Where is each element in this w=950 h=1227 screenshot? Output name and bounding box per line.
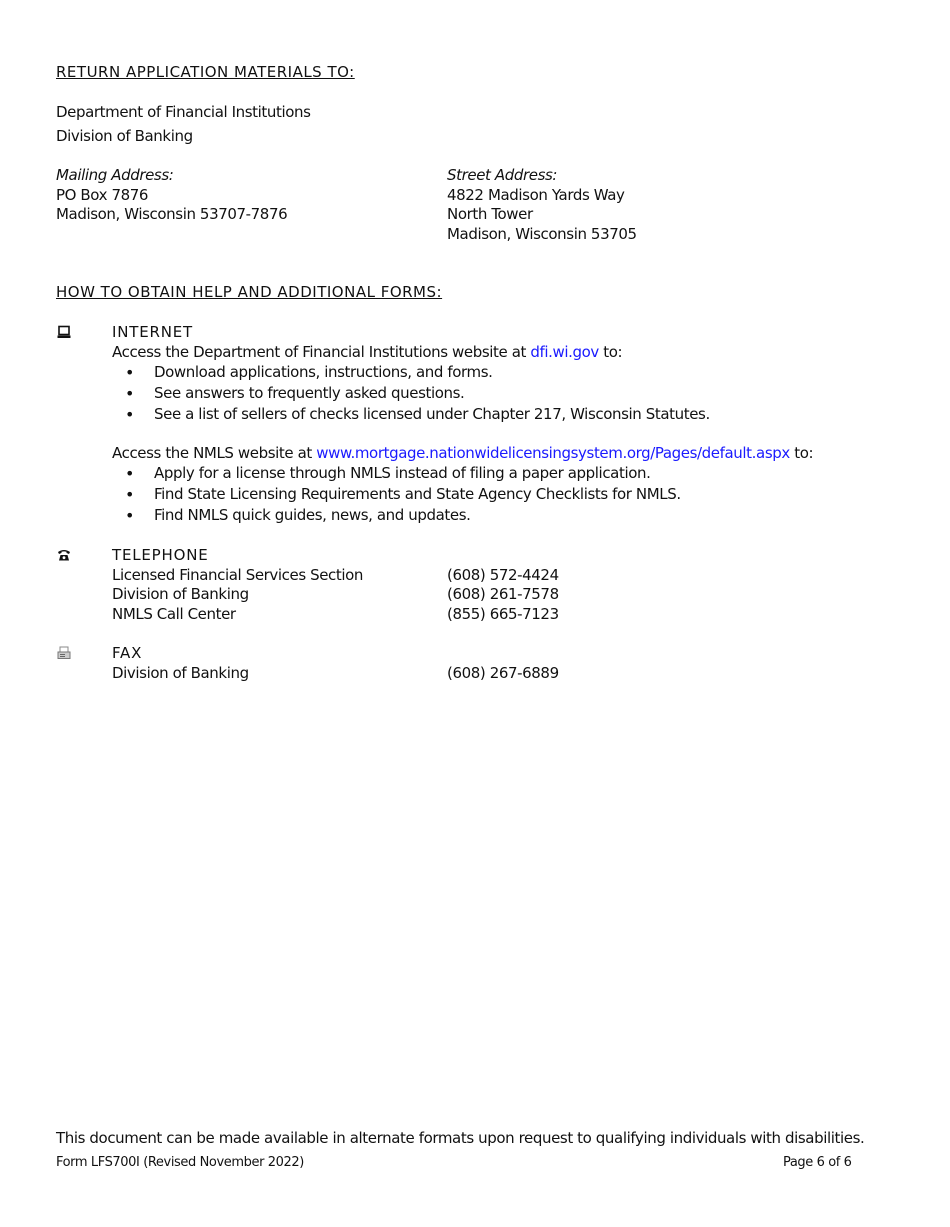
phone-name: NMLS Call Center [112,605,236,623]
return-heading: RETURN APPLICATION MATERIALS TO: [56,63,355,81]
street-line2: North Tower [447,205,533,223]
dfi-bullet-list [112,362,710,425]
list-item: • Find State Licensing Requirements and State Agency Checklists for NMLS. [112,484,681,505]
help-heading: HOW TO OBTAIN HELP AND ADDITIONAL FORMS: [56,283,443,301]
org-division: Division of Banking [56,127,193,145]
mailing-label: Mailing Address: [56,166,174,184]
list-item: • See answers to frequently asked questions. [112,383,710,404]
nmls-bullet-list [112,463,681,526]
list-item: • See a list of sellers of checks licensed under Chapter 217, Wisconsin Statutes. [112,404,710,425]
fax-icon [57,646,71,660]
phone-name: Licensed Financial Services Section [112,566,364,584]
fax-name: Division of Banking [112,664,249,682]
accessibility-note: This document can be made available in alternate formats upon request to qualifying individuals with disabilities. [56,1129,865,1147]
internet-title: INTERNET [112,323,193,341]
street-line3: Madison, Wisconsin 53705 [447,225,637,243]
street-line1: 4822 Madison Yards Way [447,186,625,204]
dfi-intro [112,342,622,362]
street-label: Street Address: [447,166,558,184]
nmls-intro [112,443,813,463]
fax-number: (608) 267-6889 [447,664,559,682]
phone-number: (608) 261-7578 [447,585,559,603]
computer-icon [57,325,71,339]
nmls-intro-text: Access the NMLS website at [112,444,317,462]
page-number: Page 6 of 6 [783,1155,852,1170]
list-item: • Apply for a license through NMLS instead of filing a paper application. [112,463,681,484]
dfi-intro-suffix: to: [598,343,623,361]
list-item: • Download applications, instructions, and forms. [112,362,710,383]
phone-name: Division of Banking [112,585,249,603]
mailing-line1: PO Box 7876 [56,186,149,204]
telephone-title: TELEPHONE [112,546,209,564]
phone-number: (608) 572-4424 [447,566,559,584]
nmls-link[interactable]: www.mortgage.nationwidelicensingsystem.org/Pages/default.aspx [316,444,790,462]
fax-title: FAX [112,644,143,662]
list-item: • Find NMLS quick guides, news, and updates. [112,505,681,526]
mailing-line2: Madison, Wisconsin 53707-7876 [56,205,288,223]
nmls-intro-suffix: to: [789,444,814,462]
dfi-link[interactable]: dfi.wi.gov [530,343,599,361]
telephone-icon [57,548,71,562]
dfi-intro-text: Access the Department of Financial Institutions website at [112,343,531,361]
phone-number: (855) 665-7123 [447,605,559,623]
form-id: Form LFS700I (Revised November 2022) [56,1155,304,1170]
org-name: Department of Financial Institutions [56,103,311,121]
